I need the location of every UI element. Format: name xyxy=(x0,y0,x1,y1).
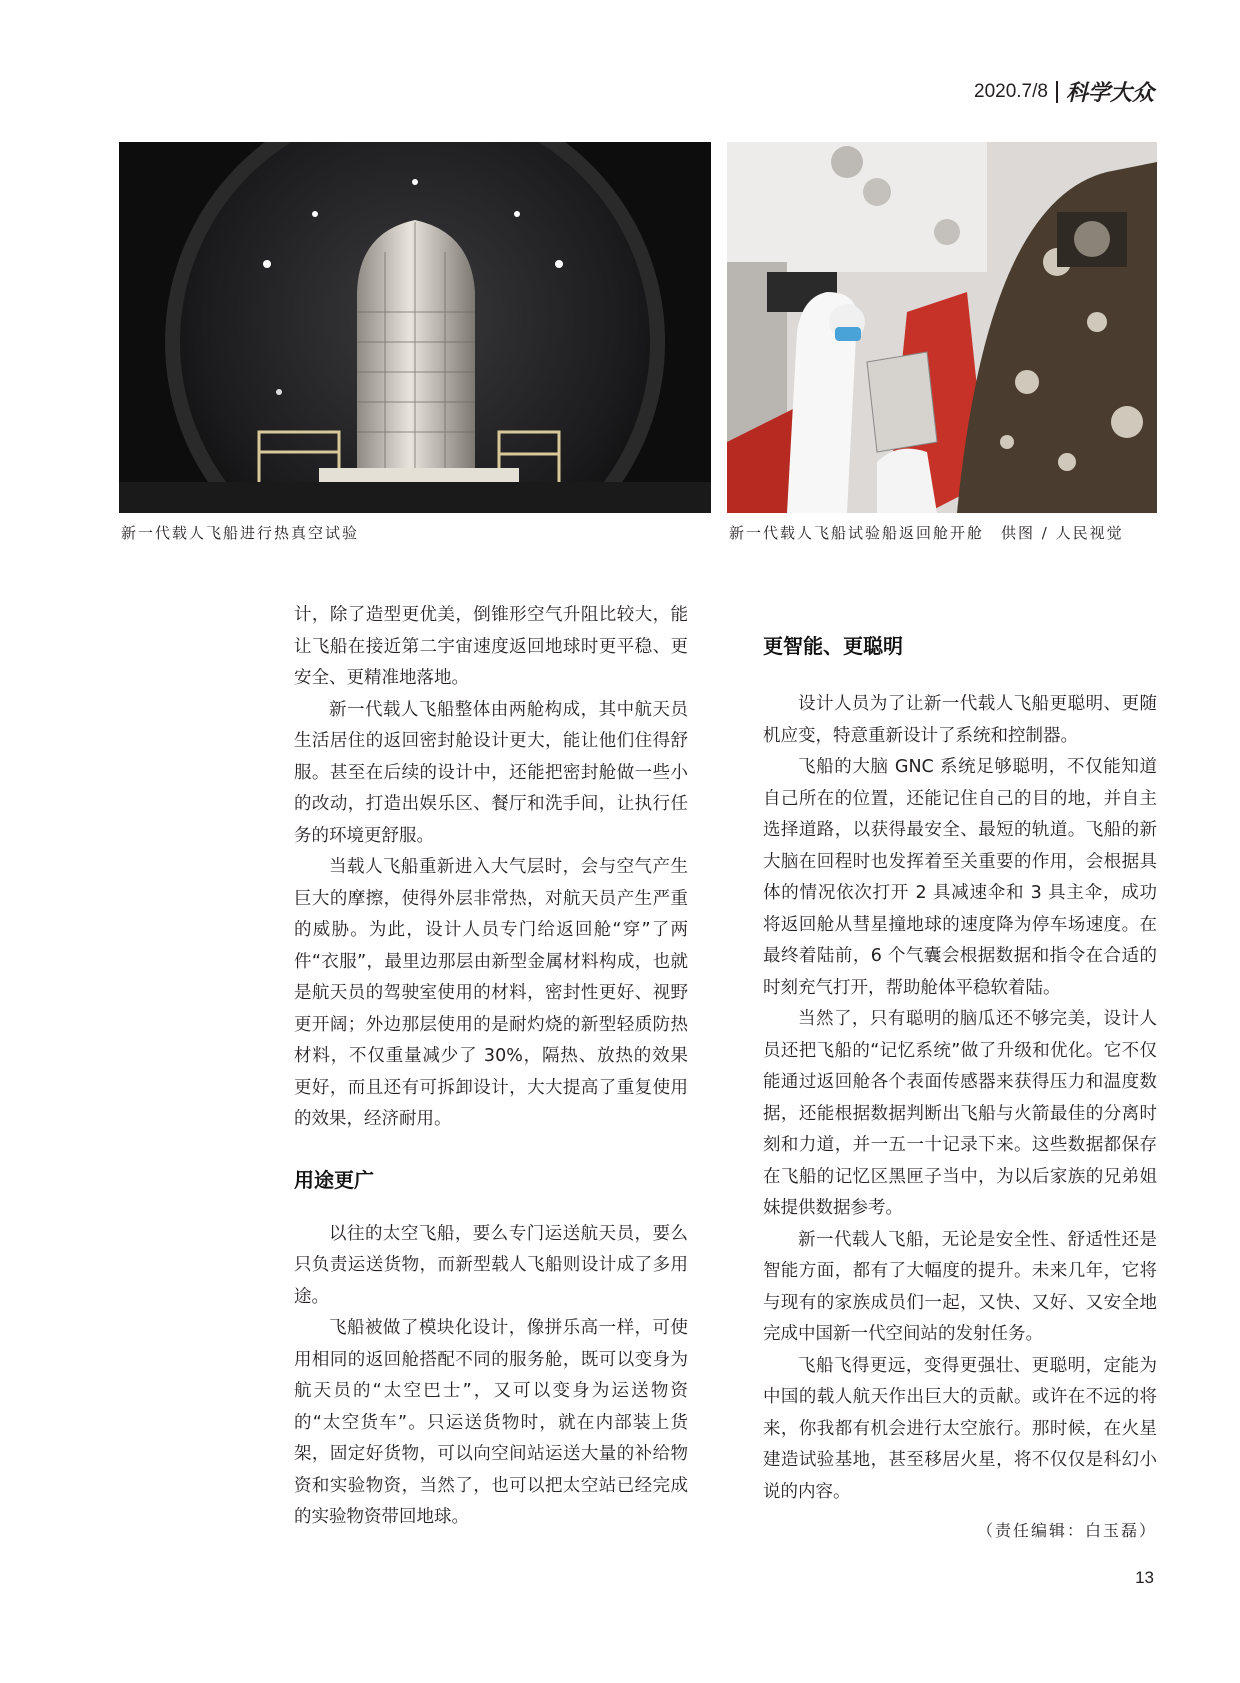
left-photo-caption: 新一代载人飞船进行热真空试验 xyxy=(121,524,360,542)
paragraph: 新一代载人飞船整体由两舱构成，其中航天员生活居住的返回密封舱设计更大，能让他们住得舒服。甚至在后续的设计中，还能把密封舱做一些小的改动，打造出娱乐区、餐厅和洗手间，让执行任务的环境更舒服。 xyxy=(294,699,688,846)
right-photo-caption: 新一代载人飞船试验船返回舱开舱 供图 / 人民视觉 xyxy=(729,524,1124,542)
paragraph: 当然了，只有聪明的脑瓜还不够完美，设计人员还把飞船的“记忆系统”做了升级和优化。它不仅能通过返回舱各个表面传感器来获得压力和温度数据，还能根据数据判断出飞船与火箭最佳的分离时刻和力道，并一五一十记录下来。这些数据都保存在飞船的记忆区黑匣子当中，为以后家族的兄弟姐妹提供数据参考。 xyxy=(763,1009,1157,1218)
paragraph: 飞船飞得更远，变得更强壮、更聪明，定能为中国的载人航天作出巨大的贡献。或许在不远的将来，你我都有机会进行太空旅行。那时候，在火星建造试验基地，甚至移居火星，将不仅仅是科幻小说的内容。 xyxy=(763,1355,1157,1502)
return-capsule-photo xyxy=(727,142,1157,513)
paragraph: 飞船的大脑 GNC 系统足够聪明，不仅能知道自己所在的位置，还能记住自己的目的地，并自主选择道路，以获得最安全、最短的轨道。飞船的新大脑在回程时也发挥着至关重要的作用，会根据具体的情况依次打开 2 具减速伞和 3 具主伞，成功将返回舱从彗星撞地球的速度降为停车场速度。在最终着陆前，6 个气囊会根据数据和指令在合适的时刻充气打开，帮助舱体平稳软着陆。 xyxy=(763,757,1157,998)
section-heading: 更智能、更聪明 xyxy=(763,634,903,658)
issue-date: 2020.7/8 xyxy=(974,80,1048,102)
paragraph: 当载人飞船重新进入大气层时，会与空气产生巨大的摩擦，使得外层非常热，对航天员产生严重的威胁。为此，设计人员专门给返回舱“穿”了两件“衣服”，最里边那层由新型金属材料构成，也就是航天员的驾驶室使用的材料，密封性更好、视野更开阔；外边那层使用的是耐灼烧的新型轻质防热材料，不仅重量减少了 30%，隔热、放热的效果更好，而且还有可拆卸设计，大大提高了重复使用的效果，经济耐用。 xyxy=(294,857,688,1129)
section-heading: 用途更广 xyxy=(294,1167,374,1192)
paragraph: 新一代载人飞船，无论是安全性、舒适性还是智能方面，都有了大幅度的提升。未来几年，它将与现有的家族成员们一起，又快、又好、又安全地完成中国新一代空间站的发射任务。 xyxy=(763,1229,1157,1344)
page-number: 13 xyxy=(1135,1568,1154,1587)
magazine-logo: 科学大众 xyxy=(1065,80,1154,106)
header-divider xyxy=(1056,81,1058,103)
page-header xyxy=(974,76,1154,107)
paragraph: 设计人员为了让新一代载人飞船更聪明、更随机应变，特意重新设计了系统和控制器。 xyxy=(763,694,1157,746)
editor-credit: （责任编辑：白玉磊） xyxy=(976,1521,1157,1540)
paragraph: 计，除了造型更优美，倒锥形空气升阻比较大，能让飞船在接近第二宇宙速度返回地球时更平稳、更安全、更精准地落地。 xyxy=(294,605,688,688)
right-text-column xyxy=(763,600,1157,1541)
thermal-vacuum-test-photo xyxy=(119,142,711,513)
paragraph: 以往的太空飞船，要么专门运送航天员，要么只负责运送货物，而新型载人飞船则设计成了多用途。 xyxy=(294,1223,688,1307)
paragraph: 飞船被做了模块化设计，像拼乐高一样，可使用相同的返回舱搭配不同的服务舱，既可以变身为航天员的“太空巴士”，又可以变身为运送物资的“太空货车”。只运送货物时，就在内部装上货架，固定好货物，可以向空间站运送大量的补给物资和实验物资，当然了，也可以把太空站已经完成的实验物资带回地球。 xyxy=(294,1318,688,1527)
left-text-column xyxy=(294,600,688,1534)
